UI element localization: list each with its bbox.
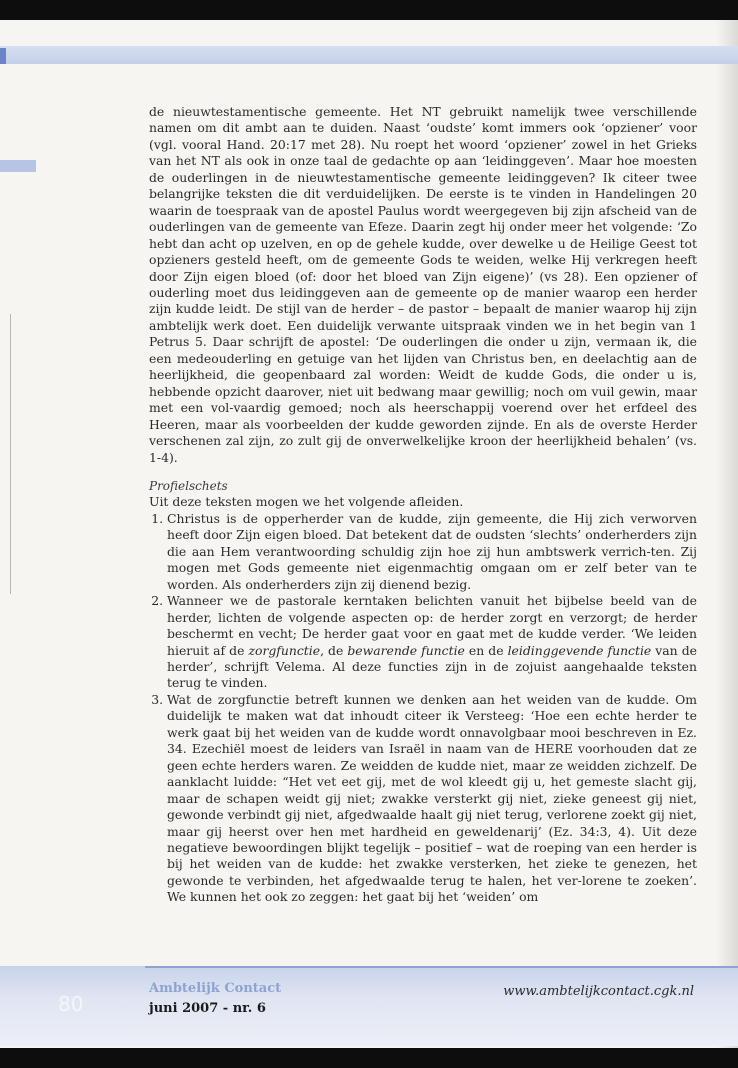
list-item-2	[167, 593, 697, 692]
numbered-list	[149, 511, 697, 906]
header-accent-bar	[0, 48, 6, 64]
article-body	[149, 104, 697, 906]
list-item-2-text-start: Wanneer we de pastorale kerntaken belichten vanuit het bijbelse beeld van de herder, lichten de volgende aspecten op: de herder zorgt en verzorgt; de herder beschermt en vecht; De herder gaat voor en gaat met de kudde verder. ‘We leiden hieruit af de	[167, 593, 697, 658]
footer-rule	[145, 966, 738, 968]
list-item-3	[167, 692, 697, 906]
page-edge-shadow	[716, 20, 738, 1048]
scan-top-border	[0, 0, 738, 20]
term-leidinggevende-functie: leidinggevende functie	[507, 642, 652, 658]
term-zorgfunctie: zorgfunctie	[248, 642, 321, 658]
term-bewarende-functie: bewarende functie	[347, 642, 465, 658]
section-heading: Profielschets	[149, 478, 228, 493]
website-link[interactable]: www.ambtelijkcontact.cgk.nl	[503, 984, 694, 999]
list-item-3-text: Wat de zorgfunctie betreft kunnen we denken aan het weiden van de kudde. Om duidelijk te maken wat dat inhoudt citeer ik Versteeg: ‘Hoe een echte herder te werk gaat bij het weiden van de kudde wordt onnavolgbaar mooi beschreven in Ez. 34. Ezechiël moest de leiders van Israël in naam van de HERE voorhouden dat ze geen echte herders waren. Ze weidden de kudde niet, maar ze weidden zichzelf. De aanklacht luidde: “Het vet eet gij, met de wol kleedt gij u, het gemeste slacht gij, maar de schapen weidt gij niet; zwakke versterkt gij niet, zieke geneest gij niet, gewonde verbindt gij niet, afgedwaalde haalt gij niet terug, verlorene zoekt gij niet, maar gij heerst over hen met hardheid en geweldenarij’ (Ez. 34:3, 4). Uit deze negatieve bewoordingen blijkt tegelijk – positief – wat de roeping van een herder is bij het weiden van de kudde: het zwakke versterken, het zieke te genezen, het gewonde te verbinden, het afgedwaalde terug te halen, het ver-lorene te zoeken’. We kunnen het ook zo zeggen: het gaat bij het ‘weiden’ om	[167, 691, 697, 905]
intro-paragraph: de nieuwtestamentische gemeente. Het NT gebruikt namelijk twee verschillende namen om dit ambt aan te duiden. Naast ‘oudste’ komt immers ook ‘opziener’ voor (vgl. vooral Hand. 20:17 met 28). Nu roept het woord ‘opziener’ zowel in het Grieks van het NT als ook in onze taal de gedachte op aan ‘leidinggeven’. Maar hoe moesten de ouderlingen in de nieuwtestamentische gemeente leidinggeven? Ik citeer twee belangrijke teksten die dit verduidelijken. De eerste is te vinden in Handelingen 20 waarin de toespraak van de apostel Paulus wordt weergegeven bij zijn afscheid van de ouderlingen van de gemeente van Efeze. Daarin zegt hij onder meer het volgende: ‘Zo hebt dan acht op uzelven, en op de gehele kudde, over dewelke u de Heilige Geest tot opzieners gesteld heeft, om de gemeente Gods te weiden, welke Hij verkregen heeft door Zijn eigen bloed (of: door het bloed van Zijn eigene)’ (vs 28). Een opziener of ouderling moet dus leidinggeven aan de gemeente op de manier waarop een herder zijn kudde leidt. De stijl van de herder – de pastor – bepaalt de manier waarop hij zijn ambtelijk werk doet. Een duidelijk verwante uitspraak vinden we in het begin van 1 Petrus 5. Daar schrijft de apostel: ‘De ouderlingen die onder u zijn, vermaan ik, die een medeouderling en getuige van het lijden van Christus ben, en deelachtig aan de heerlijkheid, die geopenbaard zal worden: Weidt de kudde Gods, die onder u is, hebbende opzicht daarover, niet uit bedwang maar gewillig; noch om vuil gewin, maar met een vol-vaardig gemoed; noch als heerschappij voerend over het erfdeel des Heeren, maar als voorbeelden der kudde geworden zijnde. En als de overste Herder verschenen zal zijn, zo zult gij de onverwelkelijke kroon der heerlijkheid behalen’ (vs. 1-4).	[149, 104, 697, 465]
section-intro: Uit deze teksten mogen we het volgende afleiden.	[149, 494, 464, 510]
list-item-1	[167, 511, 697, 593]
header-color-band	[0, 46, 738, 64]
footer-color-band	[0, 966, 738, 1046]
list-item-1-text: Christus is de opperherder van de kudde, zijn gemeente, die Hij zich verworven heeft door Zijn eigen bloed. Dat betekent dat de oudsten ‘slechts’ onderherders zijn die aan Hem verantwoording schuldig zijn hoe zij hun ambtswerk verrich-ten. Zij mogen met Gods gemeente niet eigenmachtig omgaan om er zelf beter van te worden. Als onderherders zijn zij dienend bezig.	[167, 510, 697, 592]
list-item-2-sep-2: en de	[464, 642, 508, 658]
margin-rule-line	[10, 314, 11, 594]
scan-bottom-border	[0, 1048, 738, 1068]
magazine-title: Ambtelijk Contact	[149, 981, 282, 996]
list-item-2-text-end: van de herder’, schrijft Velema. Al deze functies zijn in de zojuist aangehaalde teksten terug te vinden.	[167, 642, 697, 691]
issue-label: juni 2007 - nr. 6	[149, 1001, 266, 1016]
list-item-2-sep-1: , de	[320, 642, 348, 658]
margin-tab-marker	[0, 160, 36, 172]
page-number: 80	[58, 992, 84, 1016]
